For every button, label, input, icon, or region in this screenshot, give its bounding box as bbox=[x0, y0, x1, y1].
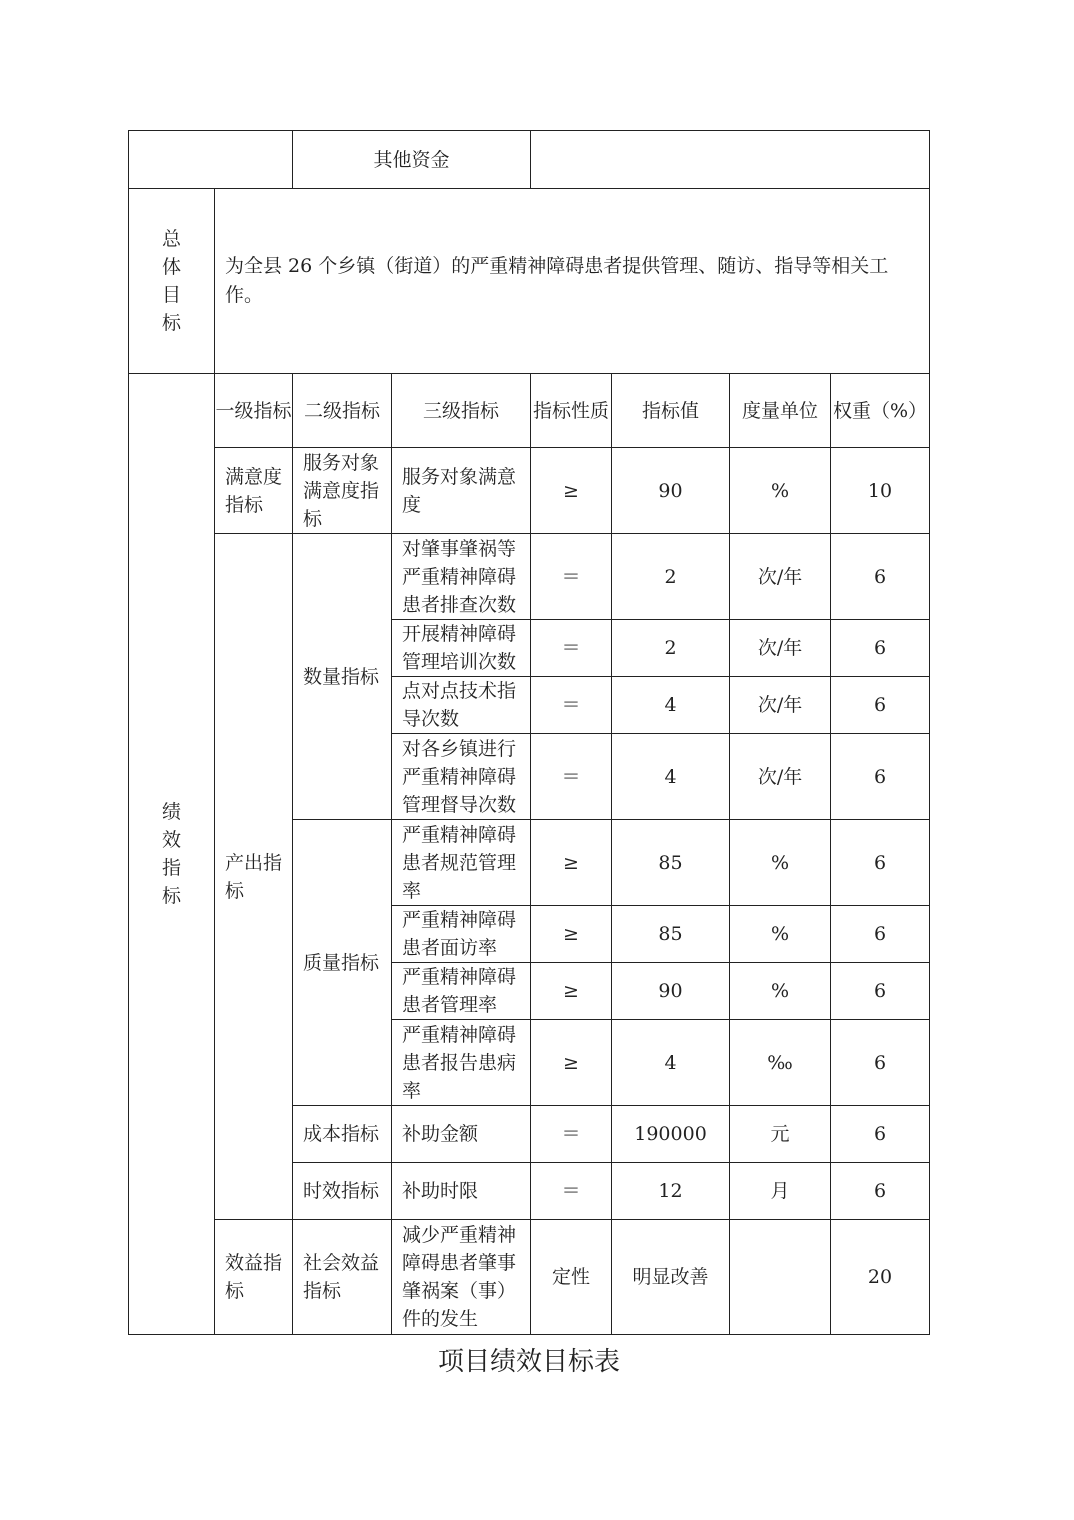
unit-cell: 次/年 bbox=[730, 620, 831, 677]
unit-cell: 次/年 bbox=[730, 534, 831, 620]
value-cell: 190000 bbox=[612, 1106, 730, 1163]
level3-cell: 严重精神障碍患者报告患病率 bbox=[392, 1020, 531, 1106]
weight-cell: 6 bbox=[831, 534, 930, 620]
value-cell: 2 bbox=[612, 534, 730, 620]
nature-cell: ＝ bbox=[531, 734, 612, 820]
weight-cell: 20 bbox=[831, 1220, 930, 1335]
value-cell: 85 bbox=[612, 820, 730, 906]
nature-cell: ＝ bbox=[531, 620, 612, 677]
unit-cell: 次/年 bbox=[730, 677, 831, 734]
level3-cell: 严重精神障碍患者规范管理率 bbox=[392, 820, 531, 906]
value-cell: 90 bbox=[612, 448, 730, 534]
nature-cell: ≥ bbox=[531, 906, 612, 963]
level3-cell: 服务对象满意度 bbox=[392, 448, 531, 534]
level2-cell: 成本指标 bbox=[293, 1106, 392, 1163]
weight-cell: 6 bbox=[831, 620, 930, 677]
level3-cell: 开展精神障碍管理培训次数 bbox=[392, 620, 531, 677]
level2-cell: 数量指标 bbox=[293, 534, 392, 820]
value-cell: 明显改善 bbox=[612, 1220, 730, 1335]
nature-cell: ＝ bbox=[531, 1163, 612, 1220]
value-cell: 12 bbox=[612, 1163, 730, 1220]
unit-cell: % bbox=[730, 820, 831, 906]
header-weight: 权重（%） bbox=[831, 374, 930, 448]
level3-cell: 对肇事肇祸等严重精神障碍患者排查次数 bbox=[392, 534, 531, 620]
header-nature: 指标性质 bbox=[531, 374, 612, 448]
level2-cell: 时效指标 bbox=[293, 1163, 392, 1220]
other-funds-label: 其他资金 bbox=[293, 131, 531, 189]
level2-cell: 质量指标 bbox=[293, 820, 392, 1106]
nature-cell: ≥ bbox=[531, 1020, 612, 1106]
table-row bbox=[129, 1220, 930, 1335]
unit-cell: % bbox=[730, 448, 831, 534]
weight-cell: 6 bbox=[831, 1163, 930, 1220]
level3-cell: 对各乡镇进行严重精神障碍管理督导次数 bbox=[392, 734, 531, 820]
unit-cell: % bbox=[730, 906, 831, 963]
level3-cell: 严重精神障碍患者面访率 bbox=[392, 906, 531, 963]
nature-cell: 定性 bbox=[531, 1220, 612, 1335]
value-cell: 85 bbox=[612, 906, 730, 963]
level2-cell: 服务对象满意度指标 bbox=[293, 448, 392, 534]
funds-blank-cell bbox=[129, 131, 293, 189]
value-cell: 4 bbox=[612, 677, 730, 734]
weight-cell: 6 bbox=[831, 1106, 930, 1163]
header-value: 指标值 bbox=[612, 374, 730, 448]
weight-cell: 6 bbox=[831, 963, 930, 1020]
level1-cell: 满意度指标 bbox=[215, 448, 293, 534]
header-unit: 度量单位 bbox=[730, 374, 831, 448]
weight-cell: 10 bbox=[831, 448, 930, 534]
value-cell: 2 bbox=[612, 620, 730, 677]
nature-cell: ≥ bbox=[531, 820, 612, 906]
nature-cell: ≥ bbox=[531, 963, 612, 1020]
unit-cell: 月 bbox=[730, 1163, 831, 1220]
weight-cell: 6 bbox=[831, 820, 930, 906]
overall-goal-label: 总 体 目 标 bbox=[129, 189, 215, 374]
overall-goal-text: 为全县 26 个乡镇（街道）的严重精神障碍患者提供管理、随访、指导等相关工作。 bbox=[215, 189, 930, 374]
nature-cell: ＝ bbox=[531, 534, 612, 620]
unit-cell: 次/年 bbox=[730, 734, 831, 820]
level3-cell: 减少严重精神障碍患者肇事肇祸案（事）件的发生 bbox=[392, 1220, 531, 1335]
other-funds-value bbox=[531, 131, 930, 189]
level3-cell: 点对点技术指导次数 bbox=[392, 677, 531, 734]
weight-cell: 6 bbox=[831, 677, 930, 734]
level2-cell: 社会效益指标 bbox=[293, 1220, 392, 1335]
nature-cell: ＝ bbox=[531, 677, 612, 734]
unit-cell: 元 bbox=[730, 1106, 831, 1163]
weight-cell: 6 bbox=[831, 906, 930, 963]
header-level1: 一级指标 bbox=[215, 374, 293, 448]
value-cell: 4 bbox=[612, 1020, 730, 1106]
performance-target-table bbox=[128, 130, 930, 1335]
header-level3: 三级指标 bbox=[392, 374, 531, 448]
unit-cell: ‰ bbox=[730, 1020, 831, 1106]
table-row bbox=[129, 448, 930, 534]
level3-cell: 严重精神障碍患者管理率 bbox=[392, 963, 531, 1020]
unit-cell: % bbox=[730, 963, 831, 1020]
nature-cell: ＝ bbox=[531, 1106, 612, 1163]
level3-cell: 补助金额 bbox=[392, 1106, 531, 1163]
performance-indicator-label: 绩 效 指 标 bbox=[129, 374, 215, 1335]
table-row bbox=[129, 534, 930, 620]
header-level2: 二级指标 bbox=[293, 374, 392, 448]
weight-cell: 6 bbox=[831, 734, 930, 820]
value-cell: 4 bbox=[612, 734, 730, 820]
table-caption: 项目绩效目标表 bbox=[437, 1347, 620, 1377]
level1-cell: 效益指标 bbox=[215, 1220, 293, 1335]
weight-cell: 6 bbox=[831, 1020, 930, 1106]
nature-cell: ≥ bbox=[531, 448, 612, 534]
unit-cell bbox=[730, 1220, 831, 1335]
value-cell: 90 bbox=[612, 963, 730, 1020]
level1-cell: 产出指标 bbox=[215, 534, 293, 1220]
level3-cell: 补助时限 bbox=[392, 1163, 531, 1220]
